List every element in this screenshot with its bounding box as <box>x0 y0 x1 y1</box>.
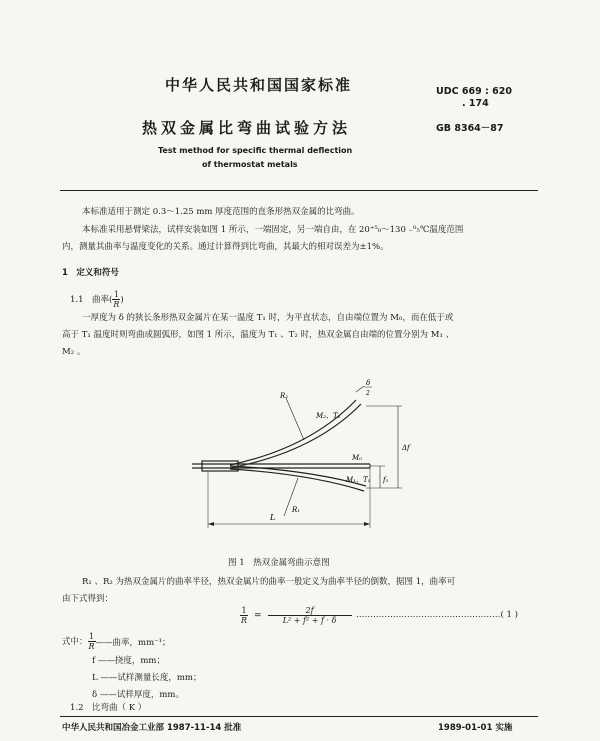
leader-R2 <box>286 398 304 440</box>
label-R2: R₂ <box>280 392 289 400</box>
header-rule <box>60 190 538 191</box>
strip-upward-outer <box>230 400 356 465</box>
definition-length: L ——试样测量长度，mm； <box>92 673 202 683</box>
label-M1T1: M₁、T₁ <box>346 476 371 484</box>
section-1-paragraph-line2: 高于 T₁ 温度时则弯曲成圆弧形，如图 1 所示，温度为 T₁ 、T₂ 时，热双金属自由端的位置分别为 M₁ 、 <box>62 330 455 340</box>
fraction-denominator: R <box>113 300 120 309</box>
standard-type: 中华人民共和国国家标准 <box>165 76 353 94</box>
definitions-lead: 式中： <box>62 637 88 647</box>
english-title-line1: Test method for specific thermal deflection <box>158 146 353 155</box>
definition-curvature <box>62 632 171 651</box>
formula-number: ……………………………………………( 1 ) <box>356 610 518 620</box>
label-R1: R₁ <box>292 506 301 514</box>
figure-caption: 图 1 热双金属弯曲示意图 <box>228 558 330 568</box>
dim-L-arrow-right <box>364 522 370 526</box>
formula-rhs <box>268 606 352 625</box>
label-f1: f₁ <box>383 476 389 484</box>
gb-code: GB 8364－87 <box>436 123 504 134</box>
implementation-date: 1989-01-01 实施 <box>438 723 513 733</box>
definition-symbol-num: 1 <box>88 632 95 641</box>
formula-lhs-den: R <box>241 616 248 625</box>
fraction-numerator: 1 <box>113 290 119 299</box>
formula-1 <box>240 606 352 625</box>
label-M0: M₀ <box>352 454 362 462</box>
document-title: 热双金属比弯曲试验方法 <box>142 119 352 137</box>
subsection-1-1-close: ) <box>120 295 124 305</box>
intro-paragraph-2-line1: 本标准采用悬臂梁法，试样安装如图 1 所示，一端固定，另一端自由，在 20⁺⁵₀～130 ₋⁰₅℃温度范围 <box>82 225 464 235</box>
approval-statement: 中华人民共和国冶金工业部 1987-11-14 批准 <box>62 723 242 733</box>
intro-paragraph-1: 本标准适用于测定 0.3～1.25 mm 厚度范围的直条形热双金属的比弯曲。 <box>82 207 360 217</box>
definition-symbol-den: R <box>88 642 95 651</box>
formula-rhs-num: 2f <box>268 606 352 616</box>
body-paragraph-line2: 由下式得到： <box>62 594 114 604</box>
label-M2T2: M₂、T₂ <box>316 412 341 420</box>
body-paragraph-line1: R₁ 、R₂ 为热双金属片的曲率半径，热双金属片的曲率一般定义为曲率半径的倒数，据图 1，曲率可 <box>82 577 456 587</box>
label-half: 2 <box>366 390 370 397</box>
formula-rhs-den: L² + f² + f · δ <box>282 616 337 625</box>
definition-symbol <box>88 632 96 651</box>
udc-code-cont: . 174 <box>462 98 489 109</box>
section-1-title: 1 定义和符号 <box>62 268 119 278</box>
english-title-line2: of thermostat metals <box>202 160 298 169</box>
subsection-1-2-heading: 1.2 比弯曲（ K ） <box>70 703 147 713</box>
label-delta-f: Δf <box>402 444 410 452</box>
subsection-1-1-label: 1.1 曲率( <box>70 295 113 305</box>
intro-paragraph-2-line2: 内，测量其曲率与温度变化的关系。通过计算得到比弯曲，其最大的相对误差为±1%。 <box>62 242 389 252</box>
section-1-paragraph-line1: 一厚度为 δ 的狭长条形热双金属片在某一温度 T₁ 时，为平直状态，自由端位置为 M₀，而在低于或 <box>82 313 454 323</box>
formula-lhs <box>240 606 248 625</box>
formula-equals: = <box>254 610 262 621</box>
dim-L-arrow-left <box>208 522 214 526</box>
definition-thickness: δ ——试样厚度，mm。 <box>92 690 184 700</box>
definition-deflection: f ——挠度，mm； <box>92 656 165 666</box>
leader-delta <box>356 386 364 392</box>
subsection-1-1-heading <box>70 290 124 309</box>
label-delta: δ <box>366 379 371 387</box>
bimetal-bending-diagram <box>180 378 420 538</box>
footer-rule <box>60 716 538 717</box>
udc-code: UDC 669 : 620 <box>436 86 512 97</box>
label-L: L <box>270 513 276 522</box>
section-1-paragraph-line3: M₂ 。 <box>62 347 86 357</box>
formula-lhs-num: 1 <box>241 606 247 615</box>
definition-curvature-text: ——曲率，mm⁻¹； <box>95 637 171 648</box>
